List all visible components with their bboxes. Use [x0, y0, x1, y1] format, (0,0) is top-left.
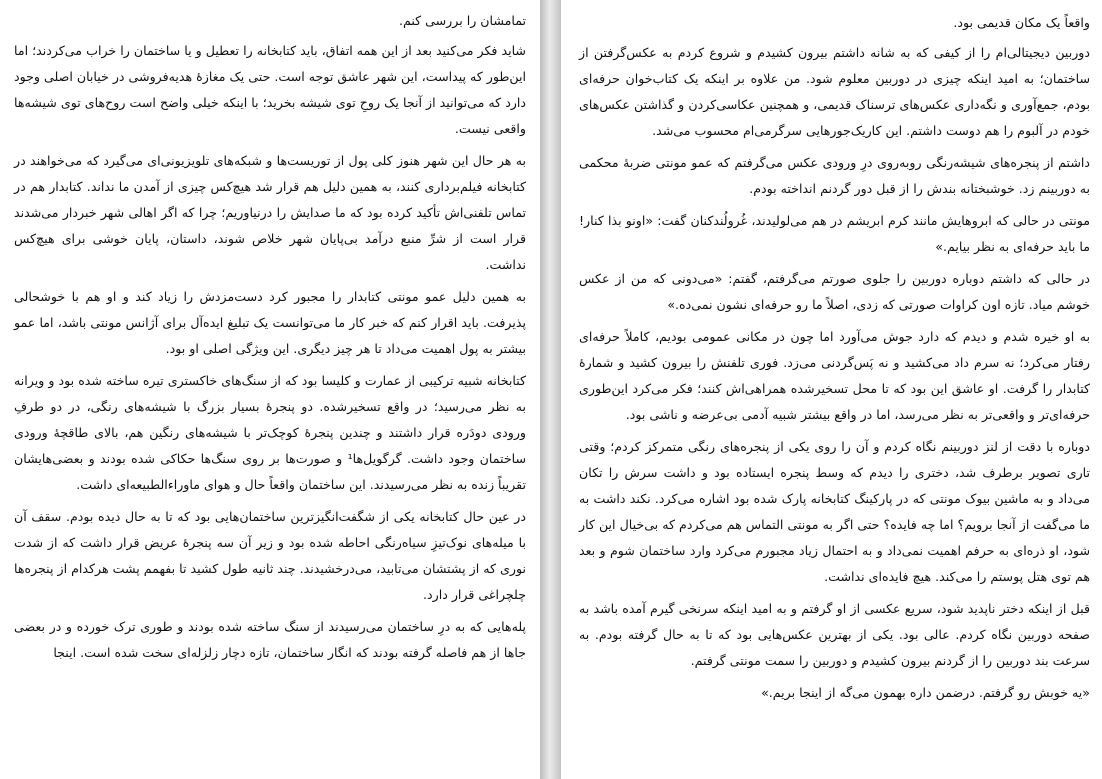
paragraph: دوربین دیجیتالی‌ام را از کیفی که به شانه داشتم بیرون کشیدم و شروع کردم به عکس‌گرفتن از ساختمان؛ به امید اینکه چیزی در دوربین معلوم شود. من علاوه بر اینکه یک کتاب‌خوان حرفه‌ای بودم، جمع‌آوری و نگه‌داری عکس‌های ترسناک قدیمی، و همچنین عکاسی‌کردن و گذاشتن عکس‌های خودم در آلبوم را هم دوست داشتم. این کاریک‌جورهایی سرگرمی‌ام محسوب می‌شد.: [579, 45, 1090, 138]
paragraph: تمامشان را بررسی کنم.: [398, 13, 526, 28]
left-page: [0, 0, 540, 779]
right-page: [561, 0, 1102, 779]
paragraph: دوباره با دقت از لنز دوربینم نگاه کردم و آن را روی یکی از پنجره‌های رنگی متمرکز کردم؛ وقتی تاری تصویر برطرف شد، دختری را دیدم که وسط پنجره ایستاده بود و داشت سرش را تکان می‌داد و به ماشین بیوک مونتی که در پارکینگ کتابخانه پارک شده بود اشاره می‌کرد. نکند داشت به ما می‌گفت از آنجا برویم؟ اما چه فایده؟ حتی اگر به مونتی التماس هم می‌کردم که بی‌خیال این کار شود، او ذره‌ای به حرفم اهمیت نمی‌داد و به احتمال زیاد مجبورم می‌کرد وارد ساختمان شوم و بعد هم توی هتل پوستم را می‌کند. هیچ فایده‌ای نداشت.: [579, 439, 1090, 584]
paragraph: مونتی در حالی که ابروهایش مانند کرم ابریشم در هم می‌لولیدند، غُرولُندکنان گفت: «اونو بذا کنار! ما باید حرفه‌ای به نظر بیایم.»: [579, 213, 1090, 254]
paragraph: شاید فکر می‌کنید بعد از این همه اتفاق، باید کتابخانه را تعطیل و یا ساختمان را خراب می‌کردند؛ اما این‌طور که پیداست، این شهر عاشق توجه است. حتی یک مغازهٔ هدیه‌فروشی در خیابان اصلی وجود دارد که می‌توانید از آنجا یک روحِ توی شیشه بخرید؛ با اینکه خیلی واضح است روح‌های توی شیشه‌ها واقعی نیست.: [13, 43, 526, 136]
paragraph: به هر حال این شهر هنوز کلی پول از توریست‌ها و شبکه‌های تلویزیونی‌ای می‌گیرد که می‌خواهند در کتابخانه فیلم‌برداری کنند، به همین دلیل هم قرار شد هیچ‌کس چیزی از آمدن ما نداند. کتابدار هم در تماس تلفنی‌اش تأکید کرده بود که ما صدایش را درنیاوریم؛ چرا که اگر اهالی شهر خبردار می‌شدند قرار است از شرِّ منبع درآمد بی‌پایان شهر خلاص شوند، داستان، پایان خوشی برای هیچ‌کس نداشت.: [14, 153, 526, 272]
paragraph: به او خیره شدم و دیدم که دارد جوش می‌آورد اما چون در مکانی عمومی بودیم، کاملاً حرفه‌ای رفتار می‌کرد؛ نه سرم داد می‌کشید و نه پَس‌گردنی می‌زد. فوری تلفنش را بیرون کشید و شمارهٔ کتابدار را گرفت. او عاشق این بود که تا محل تسخیرشده همراهی‌اش کنند؛ فکر می‌کرد این‌طوری حرفه‌ای‌تر و واقعی‌تر به نظر می‌رسد، اما در واقع بیشتر شبیه آدمی بی‌عرضه و ناشی بود.: [579, 329, 1090, 422]
paragraph: پله‌هایی که به درِ ساختمان می‌رسیدند از سنگ ساخته شده بودند و طوری ترک خورده و در بعضی جاها از هم فاصله گرفته بودند که انگار ساختمان، تازه دچار زلزله‌ای سخت شده است. اینجا: [14, 619, 526, 660]
paragraph: کتابخانه شبیه ترکیبی از عمارت و کلیسا بود که از سنگ‌های خاکستری تیره ساخته شده بود و ویرانه به نظر می‌رسید؛ در واقع تسخیرشده. دو پنجرهٔ بسیار بزرگ با شیشه‌های رنگی، در دو طرفِ ورودی دودَره قرار داشتند و چندین پنجرهٔ کوچک‌تر با شیشه‌های رنگین هم، بالای طاقچهٔ ورودی ساختمان وجود داشت. گرگویل‌ها¹ و صورت‌ها بر روی سنگ‌ها حکاکی شده بودند و بعضی‌هایشان تقریباً زنده به نظر می‌رسیدند. این ساختمان واقعاً حال و هوای ماوراءالطبیعه‌ای داشت.: [14, 373, 527, 492]
paragraph: «یه خوبش رو گرفتم. درضمن داره بهمون می‌گه از اینجا بریم.»: [761, 685, 1090, 700]
paragraph: داشتم از پنجره‌های شیشه‌رنگی روبه‌روی درِ ورودی عکس می‌گرفتم که عمو مونتی ضربهٔ محکمی به دوربینم زد. خوشبختانه بندش را از قبل دور گردنم انداخته بودم.: [579, 155, 1090, 196]
paragraph: به همین دلیل عمو مونتی کتابدار را مجبور کرد دست‌مزدش را زیاد کند و او هم با خوشحالی پذیرفت. باید اقرار کنم که خبر کار ما می‌توانست یک تبلیغ ایده‌آل برای آژانس مونتی باشد، اما عمو بیشتر به پول اهمیت می‌داد تا هر چیز دیگری. این ویژگی اصلی او بود.: [14, 289, 526, 356]
page-gutter: [540, 0, 561, 779]
paragraph: در حالی که داشتم دوباره دوربین را جلوی صورتم می‌گرفتم، گفتم: «می‌دونی که من از عکس خوشم میاد. تازه اون کراوات صورتی که زدی، اصلاً ما رو حرفه‌ای نشون نمی‌ده.»: [579, 271, 1090, 312]
paragraph: واقعاً یک مکان قدیمی بود.: [953, 15, 1090, 30]
paragraph: قبل از اینکه دختر ناپدید شود، سریع عکسی از او گرفتم و به امید اینکه سرنخی گیرم آمده باشد به صفحه دوربین نگاه کردم. عالی بود. یکی از بهترین عکس‌هایی بود که تا به حال گرفته بودم. به سرعت بند دوربین را از گردنم بیرون کشیدم و دوربین را سمت مونتی گرفتم.: [579, 601, 1090, 668]
paragraph: در عین حال کتابخانه یکی از شگفت‌انگیزترین ساختمان‌هایی بود که تا به حال دیده بودم. سقف آن با میله‌های نوک‌تیزِ سیاه‌رنگی احاطه شده بود و زیر آن سه پنجرهٔ عریض قرار داشت که از شدت نوری که از پشتشان می‌تابید، می‌درخشیدند. چند ثانیه طول کشید تا بفهمم پشت هرکدام از پنجره‌ها چلچراغی قرار دارد.: [14, 509, 526, 602]
